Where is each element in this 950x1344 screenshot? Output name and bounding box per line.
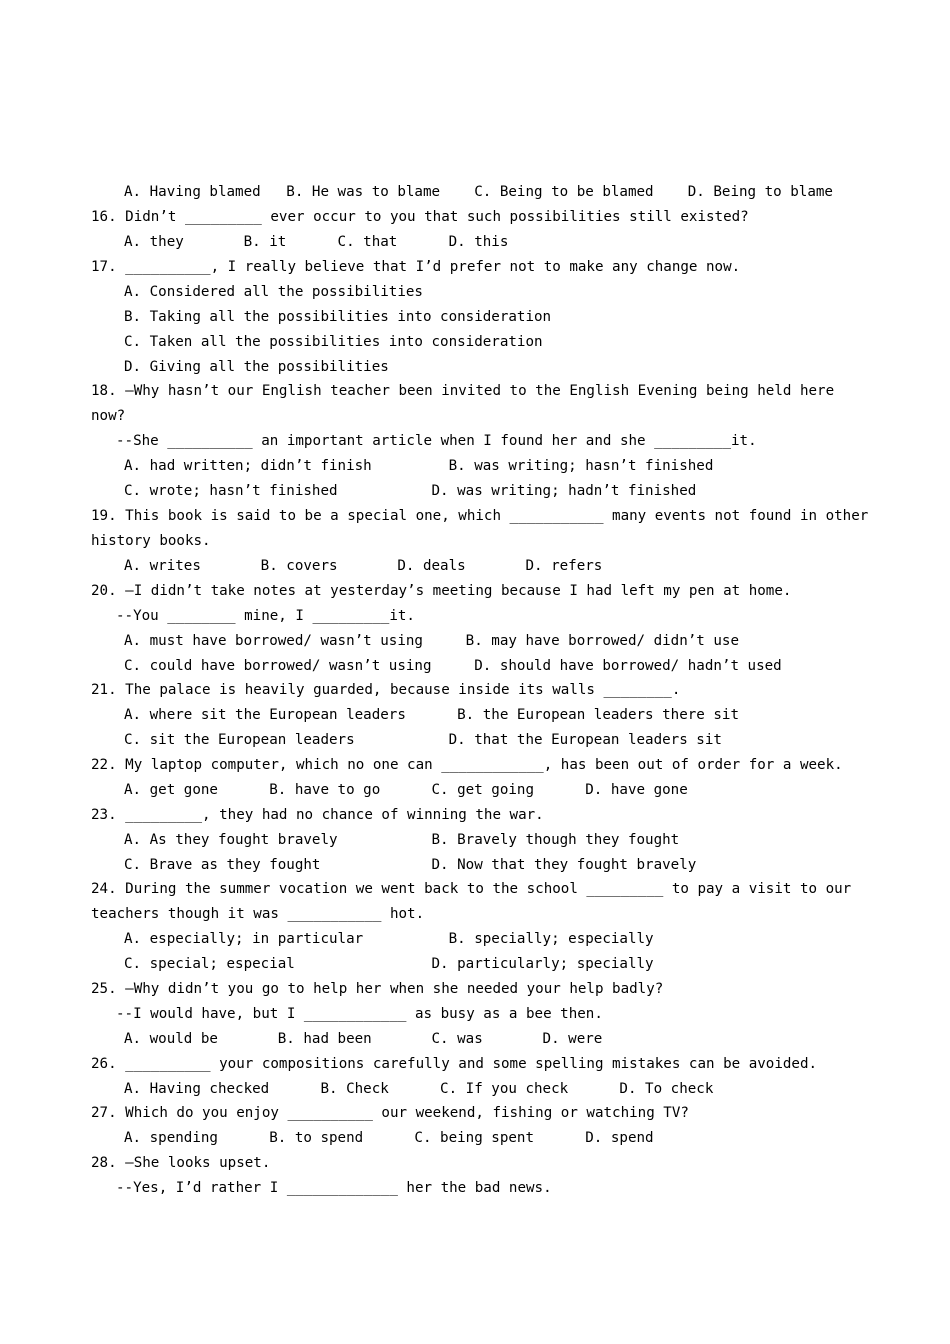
options-line: C. wrote; hasn’t finished D. was writing; hadn’t finished: [124, 483, 697, 499]
options-line: A. they B. it C. that D. this: [124, 234, 509, 250]
options-line: A. writes B. covers D. deals D. refers: [124, 558, 603, 574]
options-line: A. must have borrowed/ wasn’t using B. may have borrowed/ didn’t use: [124, 633, 739, 649]
question-line: 24. During the summer vocation we went back to the school _________ to pay a visit to our: [91, 881, 852, 897]
options-line: C. could have borrowed/ wasn’t using D. should have borrowed/ hadn’t used: [124, 658, 782, 674]
text-line: history books.: [91, 533, 211, 549]
question-line: 26. __________ your compositions carefully and some spelling mistakes can be avoided.: [91, 1056, 818, 1072]
options-line: A. Considered all the possibilities: [124, 284, 423, 300]
options-line: A. Having blamed B. He was to blame C. Being to be blamed D. Being to blame: [124, 184, 833, 200]
text-line: --Yes, I’d rather I _____________ her the bad news.: [116, 1180, 552, 1196]
question-line: 25. –Why didn’t you go to help her when she needed your help badly?: [91, 981, 664, 997]
question-line: 22. My laptop computer, which no one can ____________, has been out of order for a week.: [91, 757, 843, 773]
question-line: 16. Didn’t _________ ever occur to you that such possibilities still existed?: [91, 209, 749, 225]
question-line: 17. __________, I really believe that I’d prefer not to make any change now.: [91, 259, 741, 275]
options-line: C. sit the European leaders D. that the European leaders sit: [124, 732, 722, 748]
options-line: A. As they fought bravely B. Bravely though they fought: [124, 832, 680, 848]
options-line: C. special; especial D. particularly; specially: [124, 956, 654, 972]
text-line: --You ________ mine, I _________it.: [116, 608, 415, 624]
text-line: --She __________ an important article when I found her and she _________it.: [116, 433, 757, 449]
options-line: A. especially; in particular B. specially; especially: [124, 931, 654, 947]
text-line: teachers though it was ___________ hot.: [91, 906, 425, 922]
options-line: A. where sit the European leaders B. the European leaders there sit: [124, 707, 739, 723]
question-line: 23. _________, they had no chance of winning the war.: [91, 807, 544, 823]
question-line: 21. The palace is heavily guarded, because inside its walls ________.: [91, 682, 681, 698]
options-line: D. Giving all the possibilities: [124, 359, 389, 375]
options-line: A. get gone B. have to go C. get going D. have gone: [124, 782, 688, 798]
options-line: A. spending B. to spend C. being spent D. spend: [124, 1130, 654, 1146]
text-line: --I would have, but I ____________ as busy as a bee then.: [116, 1006, 603, 1022]
text-line: now?: [91, 408, 126, 424]
question-line: 19. This book is said to be a special one, which ___________ many events not found in other: [91, 508, 869, 524]
options-line: A. had written; didn’t finish B. was writing; hasn’t finished: [124, 458, 714, 474]
question-line: 28. –She looks upset.: [91, 1155, 271, 1171]
question-line: 18. –Why hasn’t our English teacher been invited to the English Evening being held here: [91, 383, 835, 399]
question-line: 27. Which do you enjoy __________ our weekend, fishing or watching TV?: [91, 1105, 689, 1121]
options-line: A. would be B. had been C. was D. were: [124, 1031, 603, 1047]
options-line: A. Having checked B. Check C. If you check D. To check: [124, 1081, 714, 1097]
options-line: B. Taking all the possibilities into consideration: [124, 309, 552, 325]
options-line: C. Brave as they fought D. Now that they fought bravely: [124, 857, 697, 873]
options-line: C. Taken all the possibilities into consideration: [124, 334, 543, 350]
question-line: 20. –I didn’t take notes at yesterday’s meeting because I had left my pen at home.: [91, 583, 792, 599]
